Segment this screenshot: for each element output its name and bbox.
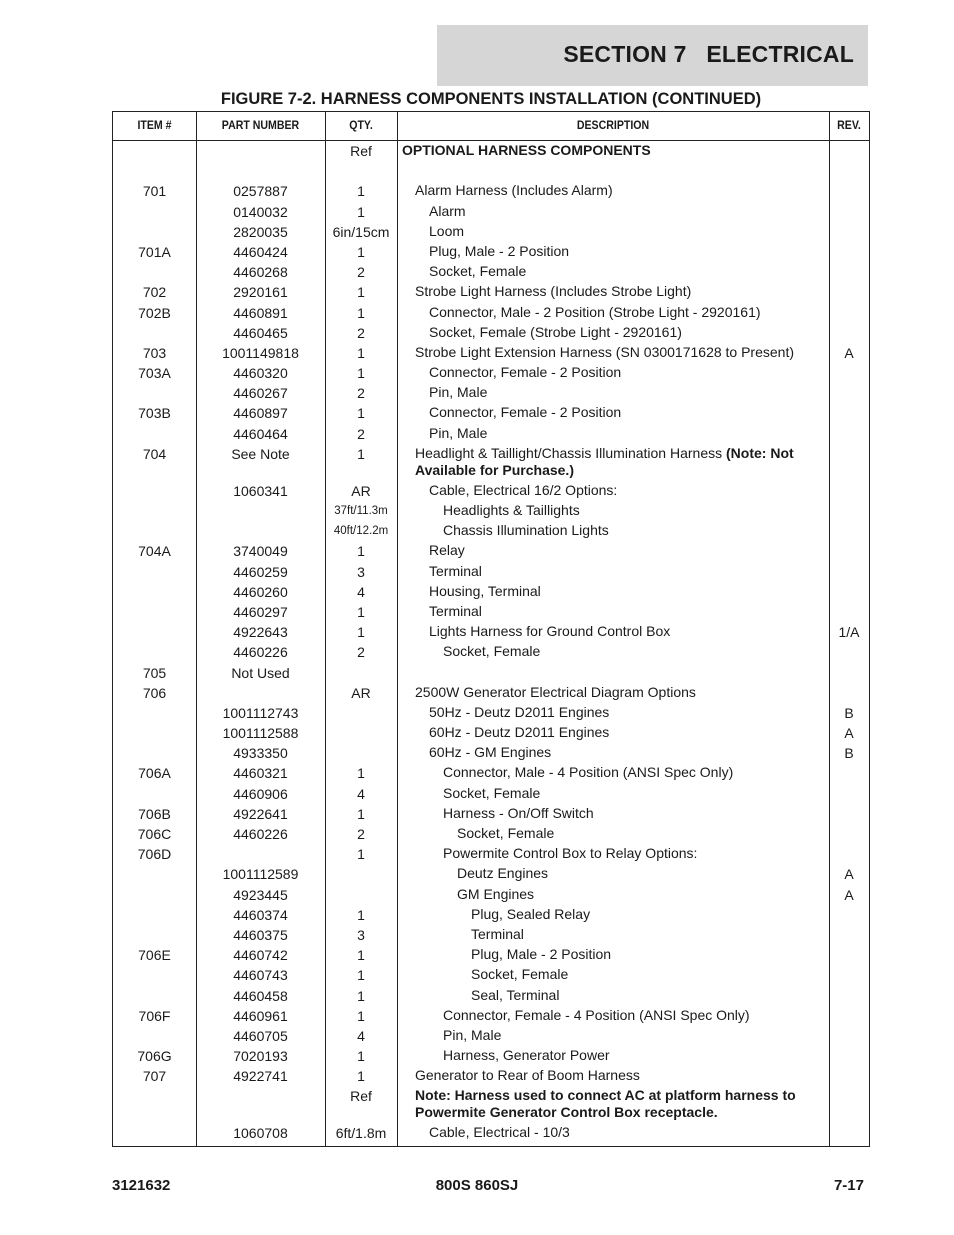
revision: A: [844, 866, 854, 883]
table-row: [113, 1046, 869, 1066]
part-number: 4460267: [233, 385, 288, 402]
revision: 1/A: [838, 624, 860, 641]
table-row: [113, 161, 869, 181]
description: [397, 1086, 827, 1121]
quantity: 1: [357, 906, 365, 923]
part-number: 1001112588: [222, 725, 299, 742]
part-number: 4460458: [233, 987, 288, 1004]
description: [397, 161, 827, 162]
table-row: [113, 444, 869, 481]
description-text: 2500W Generator Electrical Diagram Options: [415, 683, 696, 700]
part-number: 4923445: [233, 886, 288, 903]
description-text: Deutz Engines: [457, 865, 549, 882]
description: [397, 642, 827, 660]
part-number: 4460906: [233, 785, 288, 802]
description-text: Plug, Male - 2 Position: [471, 946, 612, 963]
revision: B: [844, 745, 854, 762]
item-number: 702: [142, 284, 167, 301]
table-row: [113, 501, 869, 521]
description-text: Connector, Female - 4 Position (ANSI Spec Only): [443, 1006, 750, 1023]
header-part-number: PART NUMBER: [221, 120, 300, 132]
part-number: 4922643: [233, 624, 288, 641]
item-number: 703B: [138, 405, 171, 422]
description-text: Chassis Illumination Lights: [443, 522, 609, 539]
part-number: 0257887: [233, 183, 288, 200]
table-row: [113, 481, 869, 501]
description-text: Headlight & Taillight/Chassis Illumination Harness: [415, 444, 727, 461]
part-number: 3740049: [233, 543, 288, 560]
table-row: [113, 885, 869, 905]
description: [397, 582, 827, 600]
table-row: [113, 424, 869, 444]
table-row: [113, 323, 869, 343]
description: [397, 1123, 827, 1141]
table-row: [113, 541, 869, 561]
quantity: 4: [357, 785, 365, 802]
quantity: 2: [357, 324, 365, 341]
description: [397, 763, 827, 781]
table-row: [113, 824, 869, 844]
description: [397, 202, 827, 220]
part-number: 0140032: [233, 203, 288, 220]
description-text: Socket, Female: [471, 966, 569, 983]
description-text: Housing, Terminal: [429, 582, 541, 599]
quantity: 1: [357, 543, 365, 560]
parts-table: [112, 111, 870, 1147]
description: [397, 222, 827, 240]
table-row: [113, 763, 869, 783]
description: [397, 282, 827, 300]
header-item: ITEM #: [137, 120, 172, 132]
part-number: 4460424: [233, 243, 288, 260]
description-text: Cable, Electrical - 10/3: [429, 1124, 570, 1141]
quantity: AR: [351, 684, 371, 701]
description: [397, 844, 827, 862]
description: [397, 945, 827, 963]
table-row: [113, 723, 869, 743]
description-text: Loom: [429, 222, 465, 239]
description-text: Harness - On/Off Switch: [443, 804, 594, 821]
quantity: 1: [357, 947, 365, 964]
description: [397, 804, 827, 822]
description: [397, 885, 827, 903]
description: [397, 424, 827, 442]
description-text: Connector, Female - 2 Position: [429, 364, 622, 381]
section-header: [437, 25, 868, 86]
quantity: 1: [357, 405, 365, 422]
table-row: [113, 844, 869, 864]
doc-number: 3121632: [112, 1177, 171, 1194]
description: [397, 343, 827, 361]
description-text: Strobe Light Harness (Includes Strobe Light): [415, 283, 692, 300]
header-qty: QTY.: [349, 120, 373, 132]
quantity: Ref: [350, 143, 372, 159]
description-text: Socket, Female: [429, 263, 527, 280]
table-row: [113, 602, 869, 622]
item-number: 706E: [138, 947, 171, 964]
revision: A: [844, 344, 854, 361]
part-number: 4922641: [233, 805, 288, 822]
table-row: [113, 262, 869, 282]
table-row: [113, 986, 869, 1006]
part-number: 4460320: [233, 365, 288, 382]
quantity: 1: [357, 445, 365, 462]
table-row: [113, 141, 869, 161]
description: [397, 444, 827, 479]
item-number: 706A: [138, 765, 171, 782]
quantity: 1: [357, 304, 365, 321]
description-text: 60Hz - GM Engines: [429, 744, 552, 761]
quantity: 1: [357, 805, 365, 822]
description-text: Plug, Male - 2 Position: [429, 242, 570, 259]
description: [397, 541, 827, 559]
description: [397, 925, 827, 943]
table-row: [113, 945, 869, 965]
description-text: Terminal: [471, 925, 524, 942]
part-number: 4460742: [233, 947, 288, 964]
table-row: [113, 622, 869, 642]
description: [397, 1006, 827, 1024]
section-title: SECTION 7 ELECTRICAL: [563, 41, 854, 67]
description: [397, 1046, 827, 1064]
description: [397, 383, 827, 401]
description-text: 50Hz - Deutz D2011 Engines: [429, 703, 610, 720]
quantity: 1: [357, 203, 365, 220]
item-number: 703: [142, 344, 167, 361]
description: [397, 784, 827, 802]
description-text: OPTIONAL HARNESS COMPONENTS: [402, 142, 651, 158]
part-number: 4460897: [233, 405, 288, 422]
quantity: 2: [357, 425, 365, 442]
item-number: 701: [142, 183, 167, 200]
part-number: 4460374: [233, 906, 288, 923]
item-number: 707: [142, 1068, 167, 1085]
item-number: 706B: [138, 805, 171, 822]
table-header-row: [113, 112, 869, 141]
description-text: Harness, Generator Power: [443, 1047, 610, 1064]
description: [397, 363, 827, 381]
part-number: 4460743: [233, 967, 288, 984]
quantity: 3: [357, 563, 365, 580]
description-text: 60Hz - Deutz D2011 Engines: [429, 724, 610, 741]
item-number: 704A: [138, 543, 171, 560]
description: [397, 683, 827, 701]
quantity: 1: [357, 243, 365, 260]
table-row: [113, 804, 869, 824]
quantity: 1: [357, 846, 365, 863]
description: [397, 663, 827, 664]
table-row: [113, 303, 869, 323]
header-rev: REV.: [837, 120, 861, 132]
part-number: 4460259: [233, 563, 288, 580]
description-text: Headlights & Taillights: [443, 502, 580, 518]
part-number: 4460464: [233, 425, 288, 442]
description: [397, 824, 827, 842]
part-number: 4460961: [233, 1007, 288, 1024]
description: [397, 501, 827, 519]
description-text: Strobe Light Extension Harness (SN 0300171628 to Present): [415, 343, 795, 360]
quantity: 1: [357, 183, 365, 200]
description-text: Powermite Control Box to Relay Options:: [443, 845, 698, 862]
description: [397, 965, 827, 983]
table-row: [113, 1123, 869, 1143]
part-number: 4460268: [233, 264, 288, 281]
quantity: 4: [357, 1027, 365, 1044]
item-number: 706G: [137, 1048, 172, 1065]
item-number: 705: [142, 664, 167, 681]
description-text: Connector, Male - 2 Position (Strobe Light - 2920161): [429, 303, 761, 320]
description: [397, 481, 827, 499]
part-number: 2820035: [233, 223, 288, 240]
description: [397, 262, 827, 280]
description: [397, 242, 827, 260]
part-number: 4460375: [233, 926, 288, 943]
part-number: 4460260: [233, 583, 288, 600]
table-row: [113, 363, 869, 383]
part-number: 4460465: [233, 324, 288, 341]
description-text: Terminal: [429, 602, 482, 619]
description: [397, 986, 827, 1004]
description: [397, 723, 827, 741]
quantity: AR: [351, 482, 371, 499]
part-number: See Note: [231, 445, 290, 462]
table-row: [113, 181, 869, 201]
quantity: 4: [357, 583, 365, 600]
description: [397, 622, 827, 640]
quantity: 40ft/12.2m: [333, 525, 389, 538]
description: [397, 141, 827, 159]
table-row: [113, 642, 869, 662]
quantity: 3: [357, 926, 365, 943]
quantity: 1: [357, 765, 365, 782]
description-text: Alarm Harness (Includes Alarm): [415, 182, 613, 199]
description: [397, 323, 827, 341]
description: [397, 1066, 827, 1084]
description-text: Generator to Rear of Boom Harness: [415, 1067, 640, 1084]
description-text: Socket, Female: [457, 825, 555, 841]
part-number: 1001149818: [222, 344, 299, 361]
table-row: [113, 1006, 869, 1026]
table-row: [113, 582, 869, 602]
description-note: Note: Harness used to connect AC at platform harness to Powermite Generator Control Box receptacle.: [415, 1087, 796, 1121]
quantity: 1: [357, 365, 365, 382]
table-row: [113, 703, 869, 723]
revision: A: [844, 886, 854, 903]
part-number: 4460891: [233, 304, 288, 321]
table-row: [113, 343, 869, 363]
item-number: 704: [142, 445, 167, 462]
description-text: Connector, Female - 2 Position: [429, 404, 622, 421]
table-row: [113, 663, 869, 683]
description: [397, 1026, 827, 1044]
table-row: [113, 521, 869, 541]
item-number: 701A: [138, 243, 171, 260]
part-number: 1001112589: [222, 866, 299, 883]
part-number: 4460705: [233, 1027, 288, 1044]
description-text: GM Engines: [457, 885, 535, 902]
part-number: 4922741: [233, 1068, 288, 1085]
description-text: Lights Harness for Ground Control Box: [429, 623, 671, 640]
description: [397, 521, 827, 539]
part-number: 4460297: [233, 603, 288, 620]
part-number: 1060708: [233, 1125, 288, 1142]
part-number: Not Used: [231, 664, 290, 681]
quantity: Ref: [350, 1088, 372, 1105]
description-text: Pin, Male: [443, 1026, 502, 1043]
description: [397, 703, 827, 721]
description-text: Alarm: [429, 202, 466, 219]
part-number: 4933350: [233, 745, 288, 762]
revision: B: [844, 704, 854, 721]
description: [397, 181, 827, 199]
table-row: [113, 562, 869, 582]
description: [397, 602, 827, 620]
quantity: 37ft/11.3m: [334, 505, 388, 517]
page-number: 7-17: [833, 1177, 864, 1194]
quantity: 2: [357, 826, 365, 842]
item-number: 706D: [137, 846, 172, 863]
quantity: 6in/15cm: [332, 223, 390, 240]
quantity: 1: [357, 1068, 365, 1085]
table-row: [113, 683, 869, 703]
quantity: 1: [357, 1048, 365, 1065]
table-row: [113, 222, 869, 242]
table-row: [113, 925, 869, 945]
table-row: [113, 743, 869, 763]
item-number: 706F: [138, 1007, 171, 1024]
description-text: Socket, Female: [443, 643, 541, 660]
description: [397, 303, 827, 321]
part-number: 4460226: [233, 644, 288, 661]
table-row: [113, 202, 869, 222]
quantity: 1: [357, 344, 365, 361]
part-number: 1001112743: [222, 704, 299, 721]
description: [397, 403, 827, 421]
item-number: 702B: [138, 304, 171, 321]
part-number: 7020193: [233, 1048, 288, 1065]
header-description: DESCRIPTION: [576, 120, 650, 132]
table-row: [113, 784, 869, 804]
description-text: Pin, Male: [429, 384, 488, 401]
description: [397, 743, 827, 761]
table-row: [113, 905, 869, 925]
description: [397, 905, 827, 923]
table-row: [113, 383, 869, 403]
table-row: [113, 1066, 869, 1086]
table-row: [113, 242, 869, 262]
quantity: 2: [357, 644, 365, 661]
item-number: 706C: [137, 826, 172, 842]
quantity: 6ft/1.8m: [335, 1125, 387, 1142]
model-name: 800S 860SJ: [435, 1177, 519, 1194]
part-number: 4460321: [233, 765, 288, 782]
description-text: Cable, Electrical 16/2 Options:: [429, 481, 618, 498]
description-text: Socket, Female: [443, 784, 541, 801]
quantity: 1: [357, 603, 365, 620]
table-row: [113, 403, 869, 423]
description: [397, 562, 827, 580]
table-row: [113, 282, 869, 302]
quantity: 2: [357, 385, 365, 402]
quantity: 2: [357, 264, 365, 281]
description-text: Seal, Terminal: [471, 986, 560, 1003]
figure-title: FIGURE 7-2. HARNESS COMPONENTS INSTALLATION (CONTINUED): [220, 90, 762, 108]
description-text: Terminal: [429, 562, 482, 579]
table-row: [113, 965, 869, 985]
part-number: 2920161: [233, 284, 288, 301]
description-text: Pin, Male: [429, 424, 488, 441]
item-number: 703A: [138, 365, 171, 382]
quantity: 1: [357, 967, 365, 984]
quantity: 1: [357, 624, 365, 641]
description: [397, 864, 827, 882]
part-number: 4460226: [233, 826, 288, 842]
table-row: [113, 1026, 869, 1046]
part-number: 1060341: [233, 482, 288, 499]
table-row: [113, 864, 869, 884]
description-text: Socket, Female (Strobe Light - 2920161): [429, 323, 682, 340]
description-text: Connector, Male - 4 Position (ANSI Spec Only): [443, 764, 734, 781]
table-body: [113, 141, 869, 1144]
quantity: 1: [357, 284, 365, 301]
quantity: 1: [357, 987, 365, 1004]
item-number: 706: [142, 684, 167, 701]
description-text: Plug, Sealed Relay: [471, 905, 591, 922]
revision: A: [844, 725, 854, 742]
description-text: Relay: [429, 542, 465, 559]
quantity: 1: [357, 1007, 365, 1024]
table-row: [113, 1086, 869, 1123]
description-note: (Note: Not Available for Purchase.): [415, 444, 794, 478]
